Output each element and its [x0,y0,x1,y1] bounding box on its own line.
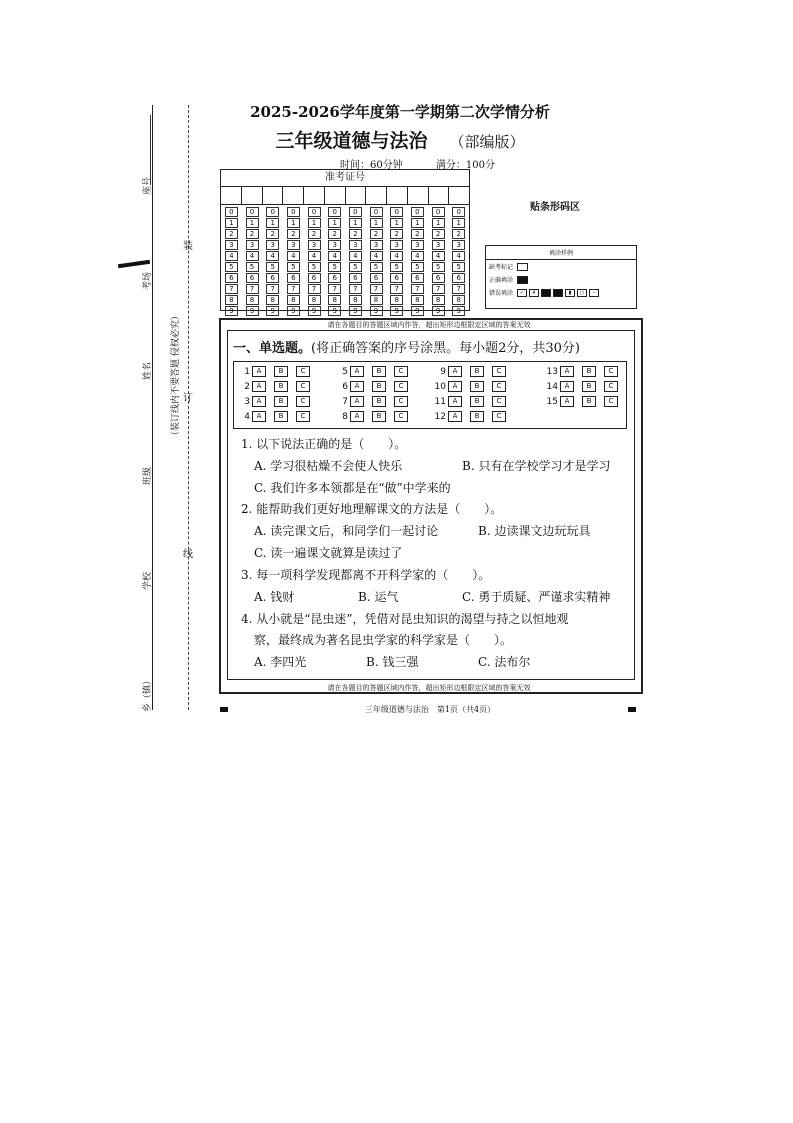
answer-item [544,366,626,377]
digit-bubble[interactable]: 2 [370,229,383,239]
digit-bubble[interactable]: 5 [328,262,341,272]
digit-bubble[interactable]: 2 [432,229,445,239]
barcode-area: 贴条形码区 [530,202,580,213]
answer-option-bubble[interactable]: C [394,396,408,407]
digit-bubble[interactable]: 5 [411,262,424,272]
digit-bubble[interactable]: 2 [287,229,300,239]
answer-item [236,411,318,422]
digit-bubble[interactable]: 6 [225,273,238,283]
digit-bubble[interactable]: 4 [452,251,465,261]
digit-bubble[interactable]: 4 [432,251,445,261]
exam-room-ink-mark [118,260,150,268]
q4-option-b: B. 钱三强 [366,655,419,669]
admission-digit-column [386,207,407,317]
digit-bubble[interactable]: 1 [328,218,341,228]
admission-number-write-cells [221,187,469,205]
answer-item [236,396,318,407]
digit-bubble[interactable]: 0 [246,207,259,217]
digit-bubble[interactable]: 3 [246,240,259,250]
answer-option-bubble[interactable]: B [274,396,288,407]
answer-option-bubble[interactable]: B [372,396,386,407]
q2-stem: 2. 能帮助我们更好地理解课文的方法是（ ）。 [241,502,503,516]
answer-option-bubble[interactable]: A [560,366,574,377]
digit-bubble[interactable]: 3 [328,240,341,250]
admission-number-grid [220,169,470,315]
digit-bubble[interactable]: 7 [246,284,259,294]
wrong-fill-row [486,286,636,299]
digit-bubble[interactable]: 8 [432,295,445,305]
page-footer: 三年级道德与法治 第1页（共4页） [364,705,496,714]
binding-line-dashed [188,105,189,710]
digit-bubble[interactable]: 9 [349,306,362,316]
digit-bubble[interactable]: 2 [266,229,279,239]
digit-bubble[interactable]: 9 [266,306,279,316]
answer-option-bubble[interactable]: C [604,381,618,392]
answer-item [432,411,514,422]
q1-option-a: A. 学习很枯燥不会使人快乐 [254,459,403,473]
answer-item [432,396,514,407]
digit-bubble[interactable]: 3 [225,240,238,250]
digit-bubble[interactable]: 6 [390,273,403,283]
wrong-fill-circle: ○ [577,289,587,297]
digit-bubble[interactable]: 4 [246,251,259,261]
digit-bubble[interactable]: 2 [225,229,238,239]
digit-bubble[interactable]: 3 [308,240,321,250]
answer-option-bubble[interactable]: B [372,381,386,392]
answer-number: 14 [546,381,558,392]
digit-bubble[interactable]: 8 [308,295,321,305]
answer-item [432,366,514,377]
digit-bubble[interactable]: 0 [287,207,300,217]
answer-option-bubble[interactable]: C [492,396,506,407]
digit-bubble[interactable]: 1 [246,218,259,228]
name-label: 姓名 [143,361,153,380]
digit-bubble[interactable]: 5 [266,262,279,272]
admission-digit-column [304,207,325,317]
digit-bubble[interactable]: 0 [390,207,403,217]
digit-bubble[interactable]: 8 [225,295,238,305]
digit-bubble[interactable]: 7 [328,284,341,294]
digit-bubble[interactable]: 2 [246,229,259,239]
digit-bubble[interactable]: 1 [432,218,445,228]
school-label: 学校 [143,571,153,590]
digit-bubble[interactable]: 1 [349,218,362,228]
digit-bubble[interactable]: 6 [349,273,362,283]
admission-number-title: 准考证号 [221,170,469,187]
answer-number: 13 [546,366,558,377]
answer-item [236,381,318,392]
digit-bubble[interactable]: 4 [287,251,300,261]
digit-bubble[interactable]: 7 [390,284,403,294]
answer-option-bubble[interactable]: C [604,366,618,377]
correct-fill-example [517,276,528,284]
binding-line-outer [152,105,153,710]
fill-sample-box [485,245,637,309]
digit-bubble[interactable]: 7 [432,284,445,294]
q1-option-b: B. 只有在学校学习才是学习 [462,459,611,473]
q3-option-b: B. 运气 [358,590,399,604]
alignment-mark-right [628,707,636,712]
digit-bubble[interactable]: 4 [370,251,383,261]
answer-item [334,396,416,407]
digit-bubble[interactable]: 2 [308,229,321,239]
digit-bubble[interactable]: 2 [328,229,341,239]
answer-option-bubble[interactable]: B [274,411,288,422]
answer-number: 11 [434,396,446,407]
q1-stem: 1. 以下说法正确的是（ ）。 [241,437,407,451]
answer-number: 9 [440,366,446,377]
digit-bubble[interactable]: 5 [349,262,362,272]
digit-bubble[interactable]: 8 [411,295,424,305]
answer-option-bubble[interactable]: A [448,396,462,407]
q3-option-a: A. 钱财 [254,590,295,604]
digit-bubble[interactable]: 0 [411,207,424,217]
q2-option-c: C. 读一遍课文就算是读过了 [254,546,403,560]
digit-bubble[interactable]: 9 [225,306,238,316]
class-label: 班级 [143,466,153,485]
digit-bubble[interactable]: 4 [411,251,424,261]
answer-option-bubble[interactable]: B [274,366,288,377]
digit-bubble[interactable]: 6 [266,273,279,283]
admission-digit-column [283,207,304,317]
q2-option-a: A. 读完课文后，和同学们一起讨论 [254,524,439,538]
answer-option-bubble[interactable]: C [492,381,506,392]
digit-bubble[interactable]: 1 [225,218,238,228]
digit-bubble[interactable]: 8 [246,295,259,305]
digit-bubble[interactable]: 1 [370,218,383,228]
answer-option-bubble[interactable]: A [252,366,266,377]
wrong-fill-examples [517,289,601,297]
digit-bubble[interactable]: 5 [246,262,259,272]
digit-bubble[interactable]: 0 [349,207,362,217]
digit-bubble[interactable]: 4 [225,251,238,261]
answer-option-bubble[interactable]: C [492,411,506,422]
digit-bubble[interactable]: 5 [390,262,403,272]
admission-digit-columns [221,207,469,317]
digit-bubble[interactable]: 7 [266,284,279,294]
answer-option-bubble[interactable]: C [604,396,618,407]
digit-bubble[interactable]: 6 [432,273,445,283]
answer-option-bubble[interactable]: C [394,411,408,422]
digit-bubble[interactable]: 6 [452,273,465,283]
answer-number: 1 [244,366,250,377]
answer-item [334,366,416,377]
digit-bubble[interactable]: 4 [328,251,341,261]
answer-option-bubble[interactable]: B [582,396,596,407]
digit-bubble[interactable]: 3 [349,240,362,250]
digit-bubble[interactable]: 6 [308,273,321,283]
answer-number: 4 [244,411,250,422]
wrong-fill-bar: ▮ [565,289,575,297]
answer-option-bubble[interactable]: A [252,381,266,392]
answer-option-bubble[interactable]: A [252,396,266,407]
subject-title [230,126,570,153]
absent-mark-label: 缺考标记 [489,264,514,271]
digit-bubble[interactable]: 7 [308,284,321,294]
digit-bubble[interactable]: 5 [225,262,238,272]
section1-instruction: (将正确答案的序号涂黑。每小题2分，共30分) [311,341,580,356]
subject-name: 三年级道德与法治 [275,130,428,152]
answer-number: 15 [546,396,558,407]
digit-bubble[interactable]: 0 [432,207,445,217]
admission-digit-column [428,207,449,317]
exam-title: 2025-2026学年度第一学期第二次学情分析 [250,103,550,121]
admission-digit-column [448,207,469,317]
answer-option-bubble[interactable]: A [350,411,364,422]
digit-bubble[interactable]: 4 [266,251,279,261]
answer-item [432,381,514,392]
digit-bubble[interactable]: 6 [328,273,341,283]
admission-digit-column [345,207,366,317]
binding-mark-zhuang: 装 [183,241,193,252]
digit-bubble[interactable]: 2 [411,229,424,239]
answer-option-bubble[interactable]: A [448,411,462,422]
admission-digit-column [242,207,263,317]
digit-bubble[interactable]: 8 [370,295,383,305]
answer-number: 6 [342,381,348,392]
answer-option-bubble[interactable]: A [350,366,364,377]
digit-bubble[interactable]: 0 [452,207,465,217]
digit-bubble[interactable]: 6 [411,273,424,283]
digit-bubble[interactable]: 9 [452,306,465,316]
answer-option-bubble[interactable]: B [582,381,596,392]
answer-option-bubble[interactable]: C [296,366,310,377]
answer-item [334,381,416,392]
digit-bubble[interactable]: 1 [411,218,424,228]
answer-item [334,411,416,422]
q3-option-c: C. 勇于质疑、严谨求实精神 [462,590,611,604]
digit-bubble[interactable]: 9 [328,306,341,316]
rights-note: （装订线内不要答题 侵权必究） [171,311,181,440]
digit-bubble[interactable]: 1 [287,218,300,228]
binding-mark-ding: 订 [183,393,193,404]
digit-bubble[interactable]: 8 [266,295,279,305]
seat-blank [150,115,151,185]
edition-label: （部编版） [449,133,525,151]
wrong-fill-partial [541,289,551,297]
digit-bubble[interactable]: 5 [452,262,465,272]
answer-number: 7 [342,396,348,407]
q1-option-c: C. 我们许多本领都是在“做”中学来的 [254,481,451,495]
digit-bubble[interactable]: 4 [308,251,321,261]
digit-bubble[interactable]: 4 [390,251,403,261]
q4-stem-continued: 察，最终成为著名昆虫学家的科学家是（ ）。 [254,633,513,647]
absent-mark-row [486,260,636,273]
answer-option-bubble[interactable]: B [372,411,386,422]
wrong-fill-check: ✓ [517,289,527,297]
digit-bubble[interactable]: 3 [370,240,383,250]
digit-bubble[interactable]: 7 [349,284,362,294]
time-label: 时间：60分钟 [340,160,403,171]
answer-item [544,381,626,392]
answer-option-bubble[interactable]: A [350,381,364,392]
digit-bubble[interactable]: 3 [287,240,300,250]
digit-bubble[interactable]: 9 [411,306,424,316]
answer-option-bubble[interactable]: C [492,366,506,377]
digit-bubble[interactable]: 4 [349,251,362,261]
answer-option-bubble[interactable]: A [560,396,574,407]
wrong-fill-label: 错误填涂 [489,290,514,297]
digit-bubble[interactable]: 3 [390,240,403,250]
answer-number: 5 [342,366,348,377]
fill-sample-title: 填涂样例 [486,246,636,260]
admission-digit-column [221,207,242,317]
answer-option-bubble[interactable]: B [470,396,484,407]
seat-label: 座号 [143,176,153,195]
answer-option-bubble[interactable]: A [448,381,462,392]
answer-number: 2 [244,381,250,392]
digit-bubble[interactable]: 1 [452,218,465,228]
notice-bottom: 请在各题目的答题区域内作答，超出矩形边框限定区域的答案无效 [327,684,531,692]
digit-bubble[interactable]: 0 [225,207,238,217]
digit-bubble[interactable]: 8 [287,295,300,305]
digit-bubble[interactable]: 1 [390,218,403,228]
answer-option-bubble[interactable]: C [296,381,310,392]
digit-bubble[interactable]: 3 [411,240,424,250]
digit-bubble[interactable]: 6 [287,273,300,283]
exam-room-label: 考场 [143,271,153,290]
digit-bubble[interactable]: 1 [266,218,279,228]
q3-stem: 3. 每一项科学发现都离不开科学家的（ ）。 [241,568,491,582]
digit-bubble[interactable]: 7 [370,284,383,294]
score-label: 满分：100分 [435,160,496,171]
absent-mark-checkbox[interactable] [517,263,528,271]
answer-option-bubble[interactable]: B [274,381,288,392]
digit-bubble[interactable]: 0 [266,207,279,217]
digit-bubble[interactable]: 8 [390,295,403,305]
digit-bubble[interactable]: 8 [452,295,465,305]
digit-bubble[interactable]: 6 [246,273,259,283]
answer-number: 3 [244,396,250,407]
digit-bubble[interactable]: 0 [370,207,383,217]
answer-option-bubble[interactable]: C [394,366,408,377]
answer-option-bubble[interactable]: B [582,366,596,377]
digit-bubble[interactable]: 5 [308,262,321,272]
answer-option-bubble[interactable]: C [394,381,408,392]
binding-mark-xian: 线 [183,549,193,560]
digit-bubble[interactable]: 8 [349,295,362,305]
digit-bubble[interactable]: 9 [390,306,403,316]
answer-option-bubble[interactable]: B [470,411,484,422]
answer-option-bubble[interactable]: B [372,366,386,377]
admission-digit-column [366,207,387,317]
q4-option-c: C. 法布尔 [478,655,531,669]
answer-number: 8 [342,411,348,422]
section1-title [233,337,580,356]
digit-bubble[interactable]: 5 [432,262,445,272]
answer-number: 10 [434,381,446,392]
answer-item [236,366,318,377]
digit-bubble[interactable]: 0 [308,207,321,217]
answer-option-bubble[interactable]: A [350,396,364,407]
digit-bubble[interactable]: 7 [452,284,465,294]
digit-bubble[interactable]: 9 [370,306,383,316]
digit-bubble[interactable]: 1 [308,218,321,228]
digit-bubble[interactable]: 3 [432,240,445,250]
admission-digit-column [262,207,283,317]
answer-option-bubble[interactable]: C [296,411,310,422]
digit-bubble[interactable]: 2 [390,229,403,239]
digit-bubble[interactable]: 9 [246,306,259,316]
alignment-mark-left [220,707,228,712]
answer-option-bubble[interactable]: B [470,366,484,377]
notice-top: 请在各题目的答题区域内作答，超出矩形边框限定区域的答案无效 [327,321,531,329]
answer-number: 12 [434,411,446,422]
answer-option-bubble[interactable]: A [448,366,462,377]
answer-option-bubble[interactable]: A [252,411,266,422]
digit-bubble[interactable]: 9 [432,306,445,316]
q4-option-a: A. 李四光 [254,655,307,669]
digit-bubble[interactable]: 9 [287,306,300,316]
digit-bubble[interactable]: 5 [287,262,300,272]
digit-bubble[interactable]: 3 [266,240,279,250]
town-label: 乡（镇） [143,675,153,712]
digit-bubble[interactable]: 0 [328,207,341,217]
q2-option-b: B. 边读课文边玩玩具 [478,524,591,538]
digit-bubble[interactable]: 2 [452,229,465,239]
answer-option-bubble[interactable]: C [296,396,310,407]
section1-heading: 一、单选题。 [233,341,312,356]
correct-fill-row [486,273,636,286]
q4-stem: 4. 从小就是“昆虫迷”，凭借对昆虫知识的渴望与持之以恒地观 [241,612,569,626]
digit-bubble[interactable]: 5 [370,262,383,272]
wrong-fill-heavy [553,289,563,297]
admission-digit-column [324,207,345,317]
answer-option-bubble[interactable]: A [560,381,574,392]
digit-bubble[interactable]: 6 [370,273,383,283]
digit-bubble[interactable]: 2 [349,229,362,239]
wrong-fill-cross: ✗ [529,289,539,297]
answer-option-bubble[interactable]: B [470,381,484,392]
digit-bubble[interactable]: 9 [308,306,321,316]
digit-bubble[interactable]: 8 [328,295,341,305]
digit-bubble[interactable]: 7 [287,284,300,294]
answer-item [544,396,626,407]
correct-fill-label: 正确填涂 [489,277,514,284]
wrong-fill-dash: – [589,289,599,297]
digit-bubble[interactable]: 7 [225,284,238,294]
digit-bubble[interactable]: 3 [452,240,465,250]
answer-bubble-grid [233,361,627,429]
digit-bubble[interactable]: 7 [411,284,424,294]
admission-digit-column [407,207,428,317]
